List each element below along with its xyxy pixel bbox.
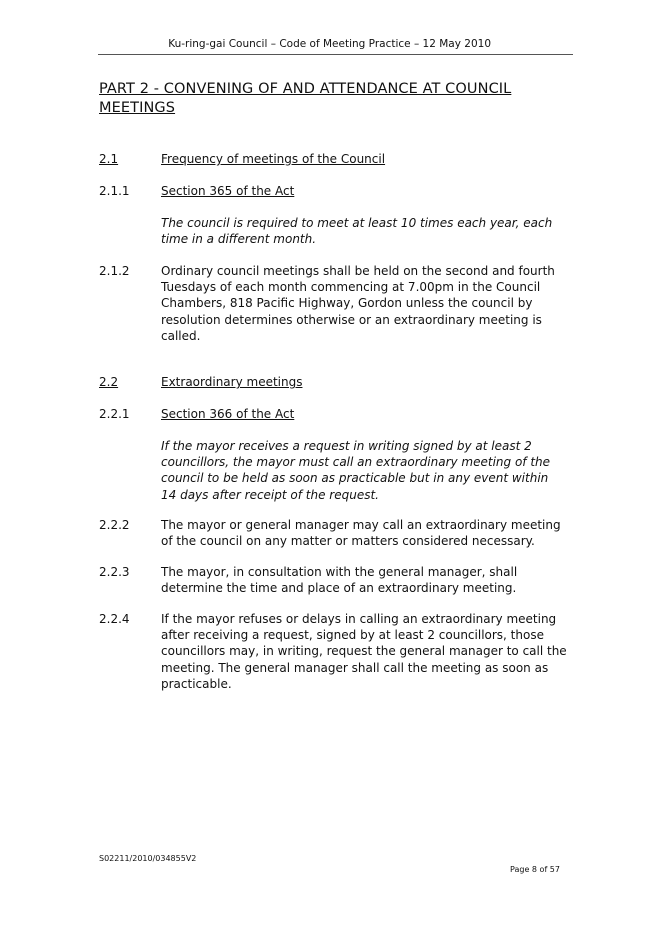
section-title: Frequency of meetings of the Council	[161, 152, 386, 166]
document-reference: S02211/2010/034855V2	[99, 854, 197, 863]
section-heading-2-2	[99, 374, 419, 390]
section-heading-2-1	[99, 151, 419, 167]
clause-text: The mayor, in consultation with the general manager, shall determine the time and place of an extraordinary meeting.	[161, 565, 518, 596]
clause-2-2-3	[99, 564, 569, 596]
clause-title: Section 366 of the Act	[161, 407, 295, 421]
clause-title: Section 365 of the Act	[161, 184, 295, 198]
clause-number: 2.2.1	[99, 407, 130, 421]
clause-text: Ordinary council meetings shall be held on the second and fourth Tuesdays of each month commencing at 7.00pm in the Council Chambers, 818 Pacific Highway, Gordon unless the council by resolution determines otherwise or an extraordinary meeting is called.	[161, 264, 555, 343]
clause-number: 2.1.2	[99, 264, 130, 278]
section-title: Extraordinary meetings	[161, 375, 303, 389]
clause-2-2-1	[99, 406, 569, 422]
act-quote-366: If the mayor receives a request in writing signed by at least 2 councillors, the mayor must call an extraordinary meeting of the council to be held as soon as practicable but in any event within 14 days after receipt of the request.	[161, 439, 551, 502]
clause-number: 2.2.2	[99, 518, 130, 532]
clause-2-1-1	[99, 183, 569, 199]
act-quote-365: The council is required to meet at least 10 times each year, each time in a different month.	[161, 216, 553, 247]
clause-2-2-4	[99, 611, 569, 692]
clause-2-1-2	[99, 263, 569, 344]
clause-number: 2.1.1	[99, 184, 130, 198]
page-number: Page 8 of 57	[510, 865, 560, 874]
clause-text: The mayor or general manager may call an extraordinary meeting of the council on any matter or matters considered necessary.	[161, 518, 561, 549]
clause-2-2-2	[99, 517, 569, 549]
running-header: Ku-ring-gai Council – Code of Meeting Practice – 12 May 2010	[98, 38, 573, 55]
clause-number: 2.2.3	[99, 565, 130, 579]
part-title: PART 2 - CONVENING OF AND ATTENDANCE AT COUNCIL MEETINGS	[99, 81, 512, 116]
section-number: 2.2	[99, 375, 119, 389]
section-number: 2.1	[99, 152, 119, 166]
clause-text: If the mayor refuses or delays in calling an extraordinary meeting after receiving a request, signed by at least 2 councillors, those councillors may, in writing, request the general manager to call the meeting. The general manager shall call the meeting as soon as practicable.	[161, 612, 567, 691]
clause-number: 2.2.4	[99, 612, 130, 626]
